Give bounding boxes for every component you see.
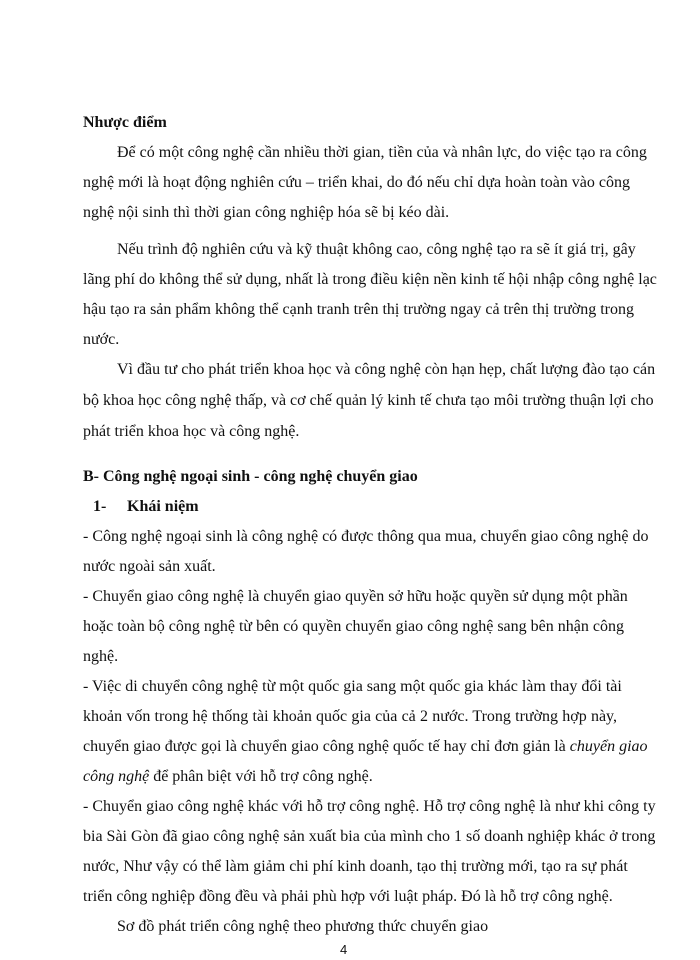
bullet-line: - Chuyển giao công nghệ là chuyển giao quyền sở hữu hoặc quyền sử dụng một phần	[83, 588, 628, 605]
paragraph-line: nước.	[83, 331, 120, 348]
italic-term: công nghệ	[83, 768, 150, 785]
subheading-khai-niem: Khái niệm	[127, 498, 199, 515]
paragraph-line: phát triển khoa học và công nghệ.	[83, 423, 300, 440]
paragraph-line: hậu tạo ra sản phẩm không thể cạnh tranh trên thị trường ngay cả trên thị trường trong	[83, 301, 634, 318]
paragraph-line: bộ khoa học công nghệ thấp, và cơ chế quản lý kinh tế chưa tạo môi trường thuận lợi cho	[83, 392, 654, 409]
bullet-line: - Công nghệ ngoại sinh là công nghệ có được thông qua mua, chuyển giao công nghệ do	[83, 528, 649, 545]
bullet-line: - Chuyển giao công nghệ khác với hỗ trợ công nghệ. Hỗ trợ công nghệ là như khi công ty	[83, 798, 656, 815]
paragraph-line: lãng phí do không thể sử dụng, nhất là trong điều kiện nền kinh tế hội nhập công nghệ lạc	[83, 271, 657, 288]
bullet-line: bia Sài Gòn đã giao công nghệ sản xuất bia của mình cho 1 số doanh nghiệp khác ở trong	[83, 828, 656, 845]
paragraph-line: nghệ nội sinh thì thời gian công nghiệp hóa sẽ bị kéo dài.	[83, 204, 450, 221]
bullet-line	[83, 767, 373, 787]
bullet-line: triển công nghiệp đồng đều và phải phù hợp với luật pháp. Đó là hỗ trợ công nghệ.	[83, 888, 613, 905]
bullet-text: chuyển giao được gọi là chuyển giao công nghệ quốc tế hay chỉ đơn giản là	[83, 738, 566, 755]
bullet-line: hoặc toàn bộ công nghệ từ bên có quyền chuyển giao công nghệ sang bên nhận công	[83, 618, 624, 635]
paragraph-line: Nếu trình độ nghiên cứu và kỹ thuật không cao, công nghệ tạo ra sẽ ít giá trị, gây	[117, 241, 636, 258]
subheading-number: 1-	[93, 498, 107, 515]
page-number: 4	[340, 942, 348, 957]
italic-term: chuyển giao	[569, 738, 648, 755]
bullet-line: khoản vốn trong hệ thống tài khoản quốc gia của cả 2 nước. Trong trường hợp này,	[83, 708, 617, 725]
paragraph-line: Vì đầu tư cho phát triển khoa học và công nghệ còn hạn hẹp, chất lượng đào tạo cán	[117, 361, 656, 378]
bullet-text: để phân biệt với hỗ trợ công nghệ.	[153, 768, 373, 785]
heading-section-b: B- Công nghệ ngoại sinh - công nghệ chuyển giao	[83, 468, 418, 485]
diagram-caption: Sơ đồ phát triển công nghệ theo phương thức chuyển giao	[117, 918, 489, 935]
paragraph-line: nghệ mới là hoạt động nghiên cứu – triển khai, do đó nếu chỉ dựa hoàn toàn vào công	[83, 174, 631, 191]
paragraph-line: Để có một công nghệ cần nhiều thời gian, tiền của và nhân lực, do việc tạo ra công	[117, 144, 647, 161]
bullet-line	[83, 737, 648, 757]
bullet-line: nước ngoài sản xuất.	[83, 558, 216, 575]
heading-nhuoc-diem: Nhược điểm	[83, 114, 167, 131]
bullet-line: nước, Như vậy có thể làm giảm chi phí kinh doanh, tạo thị trường mới, tạo ra sự phát	[83, 858, 628, 875]
bullet-line: nghệ.	[83, 648, 119, 665]
bullet-line: - Việc di chuyển công nghệ từ một quốc gia sang một quốc gia khác làm thay đổi tài	[83, 678, 622, 695]
